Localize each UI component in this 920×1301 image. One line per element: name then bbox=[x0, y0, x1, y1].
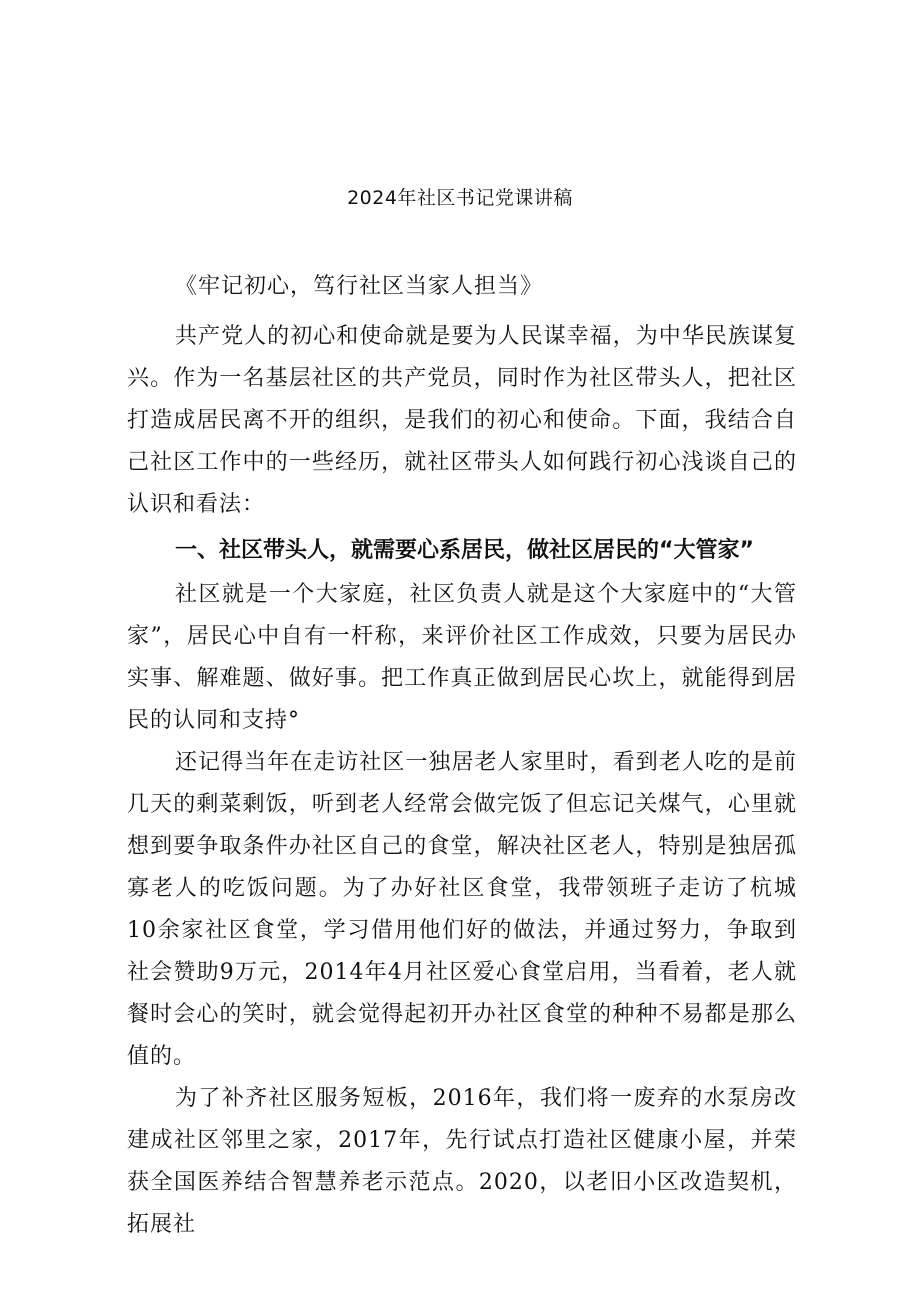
document-body bbox=[127, 266, 797, 1246]
document-title: 2024年社区书记党课讲稿 bbox=[347, 187, 573, 209]
intro-paragraph: 共产党人的初心和使命就是要为人民谋幸福，为中华民族谋复兴。作为一名基层社区的共产党员，同时作为社区带头人，把社区打造成居民离不开的组织，是我们的初心和使命。下面，我结合自己社区工作中的一些经历，就社区带头人如何践行初心浅谈自己的认识和看法： bbox=[127, 324, 797, 517]
section-heading-1: 一、社区带头人，就需要心系居民，做社区居民的“大管家” bbox=[175, 538, 754, 563]
section-1-paragraph-1: 社区就是一个大家庭，社区负责人就是这个大家庭中的“大管家”，居民心中自有一杆称，来评价社区工作成效，只要为居民办实事、解难题、做好事。把工作真正做到居民心坎上，就能得到居民的认同和支持° bbox=[127, 582, 797, 733]
document-subtitle: 《牢记初心，笃行社区当家人担当》 bbox=[175, 274, 544, 299]
section-1-paragraph-2: 还记得当年在走访社区一独居老人家里时，看到老人吃的是前几天的剩菜剩饭，听到老人经常会做完饭了但忘记关煤气，心里就想到要争取条件办社区自己的食堂，解决社区老人，特别是独居孤寡老人的吃饭问题。为了办好社区食堂，我带领班子走访了杭城10余家社区食堂，学习借用他们好的做法，并通过努力，争取到社会赞助9万元，2014年4月社区爱心食堂启用，当看着，老人就餐时会心的笑时，就会觉得起初开办社区食堂的种种不易都是那么值的。 bbox=[127, 750, 797, 1069]
section-1-paragraph-3: 为了补齐社区服务短板，2016年，我们将一废弃的水泵房改建成社区邻里之家，2017年，先行试点打造社区健康小屋，并荣获全国医养结合智慧养老示范点。2020，以老旧小区改造契机，拓展社 bbox=[127, 1086, 797, 1237]
